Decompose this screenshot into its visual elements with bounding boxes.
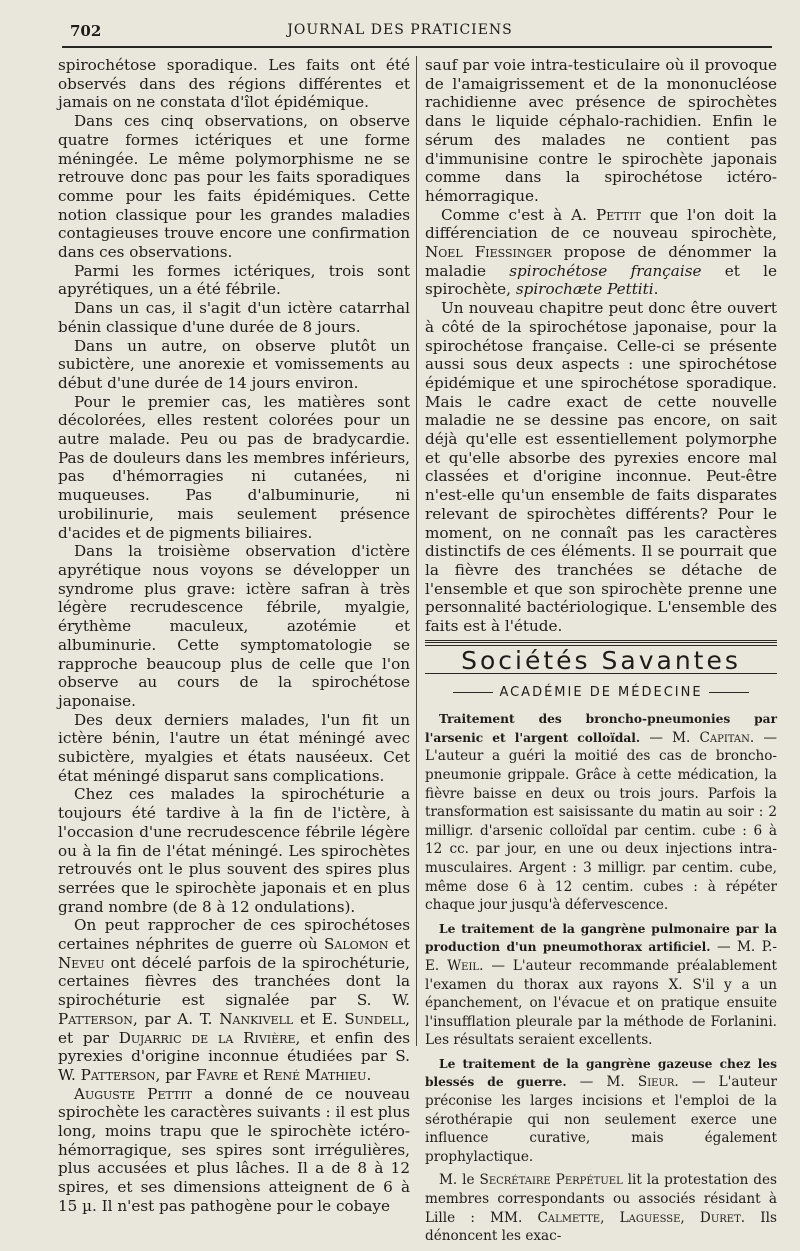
page-header	[0, 0, 800, 46]
text: . — L'auteur préconise les larges incisions et l'emploi de la sérothérapie qui non seulement exerce une influence curative, mais également prophylactique.	[425, 1074, 777, 1165]
report	[425, 920, 777, 1050]
report-title: Le traitement de la gangrène gazeuse chez les blessés de guerre.	[425, 1056, 777, 1090]
author-name: Secrétaire Perpétuel	[479, 1172, 623, 1189]
header-rule	[62, 46, 772, 48]
paragraph	[425, 206, 777, 300]
text: , et par	[58, 1009, 410, 1047]
text: que l'on doit la différenciation de ce nouveau spirochète,	[425, 205, 777, 243]
text: M. le	[439, 1172, 480, 1189]
text: et E.	[293, 1009, 345, 1028]
text: ont décelé parfois de la spirochéturie, certaines fièvres des tranchées dont la spirochéturie est signalée par S. W.	[58, 953, 410, 1010]
left-column	[58, 56, 410, 1216]
author-name: Favre	[196, 1065, 239, 1084]
text: . Ils dénoncent les exac-	[425, 1209, 777, 1245]
author-name: Neveu	[58, 953, 105, 972]
author-name: Patterson	[80, 1065, 156, 1084]
report	[425, 1055, 777, 1167]
page-number: 702	[70, 22, 102, 40]
author-name: Sundell	[344, 1009, 406, 1028]
italic-term: spirochæte Pettiti	[515, 280, 654, 299]
author-name: Capitan	[699, 729, 750, 746]
section-rule	[425, 640, 777, 646]
author-name: Dujarric de la Rivière	[118, 1028, 296, 1047]
paragraph: Dans ces cinq observations, on observe quatre formes ictériques et une forme méningée. Le même polymorphisme ne se retrouve donc pas pour les faits sporadiques comme pour les faits épidémiques. Cette notion classique pour les grandes maladies contagieuses trouve encore une confirmation dans ces observations.	[58, 112, 410, 262]
text: On peut rapprocher de ces spirochétoses certaines néphrites de guerre où	[58, 916, 410, 954]
paragraph	[58, 1085, 410, 1216]
text: et	[238, 1065, 264, 1084]
author-name: Auguste Pettit	[74, 1084, 193, 1103]
paragraph	[58, 916, 410, 1084]
author-name: Weil	[447, 957, 480, 974]
paragraph: spirochétose sporadique. Les faits ont été observés dans des régions différentes et jamais on ne constata d'îlot épidémique.	[58, 56, 410, 112]
author-name: René Mathieu	[263, 1065, 367, 1084]
column-divider	[416, 56, 417, 1046]
paragraph: Pour le premier cas, les matières sont décolorées, elles restent colorées pour un autre malade. Peu ou pas de bradycardie. Pas de douleurs dans les membres inférieurs, pas d'hémorragies ni cutanées, ni muqueuses. Pas d'albuminurie, ni urobilinurie, mais seulement présence d'acides et de pigments biliaires.	[58, 392, 410, 542]
text: . — L'auteur recommande préalablement l'examen du thorax aux rayons X. S'il y a un épanchement, on l'évacue et on pratique ensuite l'insufflation pleurale par la méthode de Forlanini. Les résultats seraient excellents.	[425, 957, 777, 1049]
italic-term: spirochétose française	[509, 261, 702, 280]
paragraph: Des deux derniers malades, l'un fit un ictère bénin, l'autre un état méningé avec subictère, myalgies et états nauséeux. Cet état méningé disparut sans complications.	[58, 710, 410, 785]
reports	[425, 710, 777, 1246]
text: — M.	[566, 1074, 638, 1091]
right-column	[425, 56, 777, 1251]
paragraph: Chez ces malades la spirochéturie a toujours été tardive à la fin de l'ictère, à l'occasion d'une recrudescence fébrile légère ou à la fin de l'état méningé. Les spirochètes retrouvés ont le plus souvent des spires plus serrées que le spirochète japonais et en plus grand nombre (de 8 à 12 ondulations).	[58, 785, 410, 916]
report-title: Traitement des broncho-pneumonies par l'arsenic et l'argent colloïdal.	[425, 712, 777, 745]
text: , par A. T.	[132, 1009, 220, 1028]
text: et le spirochète,	[425, 261, 777, 299]
paragraph: sauf par voie intra-testiculaire où il provoque de l'amaigrissement et de la mononucléose rachidienne avec présence de spirochètes dans le liquide céphalo-rachidien. Enfin le sérum des malades ne contient pas d'immunisine contre le spirochète japonais comme dans la spirochétose ictéro-hémorragique.	[425, 56, 777, 205]
academy-heading: ACADÉMIE DE MÉDECINE	[425, 684, 777, 703]
report-title: Le traitement de la gangrène pulmonaire par la production d'un pneumothorax artificiel.	[425, 921, 777, 955]
paragraph: Dans un cas, il s'agit d'un ictère catarrhal bénin classique d'une durée de 8 jours.	[58, 299, 410, 336]
author-name: Salomon	[323, 935, 389, 954]
text: et	[388, 935, 410, 954]
text: a donné de ce nouveau spirochète les caractères suivants : il est plus long, moins trapu que le spirochète ictéro-hémorragique, ses spires sont irrégulières, plus accusées et plus lâches. Il a de 8 à 12 spires, et ses dimensions atteignent de 6 à 15 µ. Il n'est pas pathogène pour le cobaye	[58, 1084, 410, 1215]
report	[425, 710, 777, 915]
paragraph: Dans un autre, on observe plutôt un subictère, une anorexie et vomissements au début d'une durée de 14 jours environ.	[58, 336, 410, 392]
report	[425, 1171, 777, 1245]
paragraph: Un nouveau chapitre peut donc être ouvert à côté de la spirochétose japonaise, pour la spirochétose française. Celle-ci se présente aussi sous deux aspects : une spirochétose épidémique et une spirochétose sporadique. Mais le cadre exact de cette nouvelle maladie ne se dessine pas encore, on sait déjà qu'elle est essentiellement polymorphe et qu'elle absorbe des pyrexies encore mal classées et d'origine inconnue. Peut-être n'est-elle qu'un ensemble de faits disparates relevant de spirochètes différents? Pour le moment, on ne connaît pas les caractères distinctifs de ces éléments. Il se pourrait que la fièvre des tranchées se détache de l'ensemble et que son spirochète prenne une personnalité bactériologique. L'ensemble des faits est à l'étude.	[425, 299, 777, 636]
paragraph: Dans la troisième observation d'ictère apyrétique nous voyons se développer un syndrome plus grave: ictère safran à très légère recrudescence fébrile, myalgie, érythème maculeux, azotémie et albuminurie. Cette symptomatologie se rapproche beaucoup plus de celle que l'on observe au cours de la spirochétose japonaise.	[58, 542, 410, 710]
author-name: Pettit	[595, 205, 641, 224]
text: . — L'auteur a guéri la moitié des cas de broncho-pneumonie grippale. Grâce à cette médication, la fièvre baisse en deux ou trois jours. Parfois la transformation est saisissante du matin au soir : 2 milligr. d'arsenic colloïdal par centim. cube : 6 à 12 cc. par jour, en une ou deux injections intra-musculaires. Argent : 3 milligr. par centim. cube, même dose 6 à 12 centim. cubes : à répéter chaque jour jusqu'à défervescence.	[425, 729, 777, 914]
author-name: Nankivell	[219, 1009, 294, 1028]
text: Comme c'est à A.	[441, 205, 596, 224]
author-name: Calmette, Laguesse, Duret	[537, 1209, 741, 1226]
text: — M.	[640, 729, 700, 746]
journal-title: JOURNAL DES PRATICIENS	[287, 22, 513, 38]
paragraph: Parmi les formes ictériques, trois sont apyrétiques, un a été fébrile.	[58, 261, 410, 299]
text: , et enfin des pyrexies d'origine inconnue étudiées par S. W.	[58, 1028, 410, 1084]
text: propose de dénommer la maladie	[425, 243, 777, 280]
section-title: Sociétés Savantes	[461, 645, 741, 675]
author-name: Patterson	[58, 1009, 133, 1028]
author-name: Sieur	[637, 1074, 675, 1091]
text: .	[653, 280, 659, 299]
author-name: Noel Fiessinger	[425, 243, 552, 262]
text: lit la protestation des membres correspondants ou associés résidant à Lille : MM.	[425, 1172, 777, 1226]
text: — M. P.-E.	[425, 939, 777, 974]
text: , par	[155, 1065, 197, 1084]
text: .	[366, 1065, 372, 1084]
